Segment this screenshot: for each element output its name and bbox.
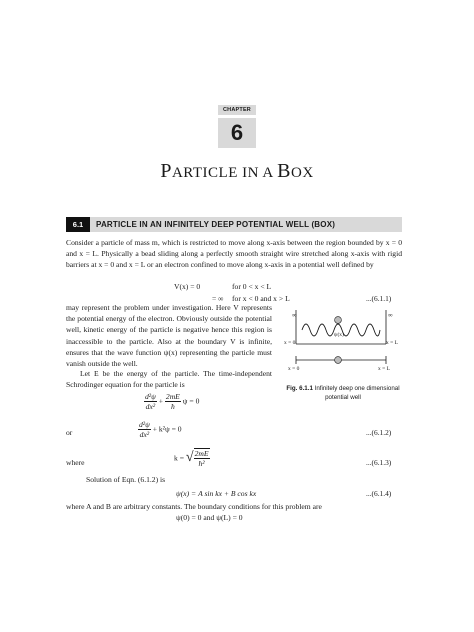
eq1-line1-condition: for 0 < x < L bbox=[232, 282, 272, 291]
eq2-expression bbox=[138, 420, 182, 439]
eq-sch-frac1-den: dx² bbox=[145, 402, 156, 411]
eq-sch-plus: + bbox=[158, 396, 163, 406]
fig-inf-left: ∞ bbox=[292, 312, 297, 319]
sqrt-sign: √ bbox=[185, 450, 194, 465]
eq3-frac-num: 2mE bbox=[194, 449, 209, 458]
eq3-number: ...(6.1.3) bbox=[366, 458, 392, 467]
fig-xL-bottom: x = L bbox=[378, 366, 390, 372]
chapter-label: CHAPTER bbox=[218, 105, 256, 115]
title-cap-p: P bbox=[160, 160, 172, 182]
eq2-prefix: or bbox=[66, 428, 73, 437]
eq2-rest: + k²ψ = 0 bbox=[152, 424, 182, 434]
eq1-line2-condition: for x < 0 and x > L bbox=[232, 294, 290, 303]
paragraph-intro: Consider a particle of mass m, which is restricted to move along x-axis between the region bounded by x = 0 and x = L. Physically a bead sliding along a perfectly smooth straight wire stretched along x-axis with rigid barriers at x = 0 and x = L or an electron confined to move along x-axis in a potential well defined by bbox=[66, 238, 402, 270]
eq-sch-frac2 bbox=[165, 392, 181, 411]
eq2-frac-den: dx² bbox=[139, 430, 150, 439]
eq-sch-frac2-den: ħ bbox=[170, 402, 175, 411]
paragraph-energy: Let E be the energy of the particle. The time-independent Schrodinger equation for the particle is bbox=[66, 369, 272, 390]
eq3-expression bbox=[174, 448, 210, 468]
particle-bead-bottom bbox=[335, 357, 342, 364]
figure-caption bbox=[284, 384, 402, 402]
eq4-expression: ψ(x) = A sin kx + B cos kx bbox=[176, 489, 257, 498]
fig-x0-bottom: x = 0 bbox=[288, 366, 300, 372]
fig-psi-label: ψ(x) bbox=[334, 332, 344, 338]
eq2-frac-num: d²ψ bbox=[139, 420, 150, 429]
figure-caption-text: Infinitely deep one dimensional potential well bbox=[312, 385, 400, 401]
section-title: PARTICLE IN AN INFINITELY DEEP POTENTIAL WELL (BOX) bbox=[96, 220, 336, 229]
eq1-line2-lhs: = ∞ bbox=[212, 294, 224, 303]
particle-bead-top bbox=[335, 317, 342, 324]
eq3-frac bbox=[194, 448, 210, 468]
eq3-prefix: where bbox=[66, 458, 85, 467]
eq2-frac bbox=[138, 420, 151, 439]
eq-schrodinger bbox=[144, 392, 199, 411]
eq3-lhs: k = bbox=[174, 453, 184, 463]
boundary-conditions: ψ(0) = 0 and ψ(L) = 0 bbox=[176, 513, 243, 522]
eq-sch-frac1 bbox=[144, 392, 157, 411]
eq4-number: ...(6.1.4) bbox=[366, 489, 392, 498]
fig-xL-top: x = L bbox=[386, 340, 398, 346]
eq-sch-rest: ψ = 0 bbox=[182, 396, 200, 406]
eq2-number: ...(6.1.2) bbox=[366, 428, 392, 437]
eq-sch-frac2-num: 2mE bbox=[165, 392, 180, 401]
title-cap-b: B bbox=[277, 160, 291, 182]
chapter-title bbox=[0, 160, 474, 183]
paragraph-potential: may represent the problem under investigation. Here V represents the potential energy of the electron. Obviously outside the potential well, kinetic energy of the particle is negative hence this region is inaccessible to the particle. Also at the boundary V is infinite, ensures that the wave function ψ(x) representing the particle must vanish outside the well. bbox=[66, 303, 272, 369]
fig-inf-right: ∞ bbox=[388, 312, 393, 319]
closing-line: where A and B are arbitrary constants. The boundary conditions for this problem are bbox=[66, 502, 322, 511]
eq1-line1-lhs: V(x) = 0 bbox=[174, 282, 201, 291]
eq1-number: ...(6.1.1) bbox=[366, 294, 392, 303]
section-number: 6.1 bbox=[66, 217, 90, 232]
title-smallcaps-1: ARTICLE IN A bbox=[171, 165, 278, 181]
figure-caption-label: Fig. 6.1.1 bbox=[286, 385, 313, 392]
solution-line: Solution of Eqn. (6.1.2) is bbox=[86, 475, 166, 484]
fig-x0-top: x = 0 bbox=[284, 340, 296, 346]
title-smallcaps-2: OX bbox=[290, 165, 314, 181]
chapter-number: 6 bbox=[218, 118, 256, 148]
eq-sch-frac1-num: d²ψ bbox=[145, 392, 156, 401]
eq3-frac-den: ħ² bbox=[198, 459, 205, 468]
